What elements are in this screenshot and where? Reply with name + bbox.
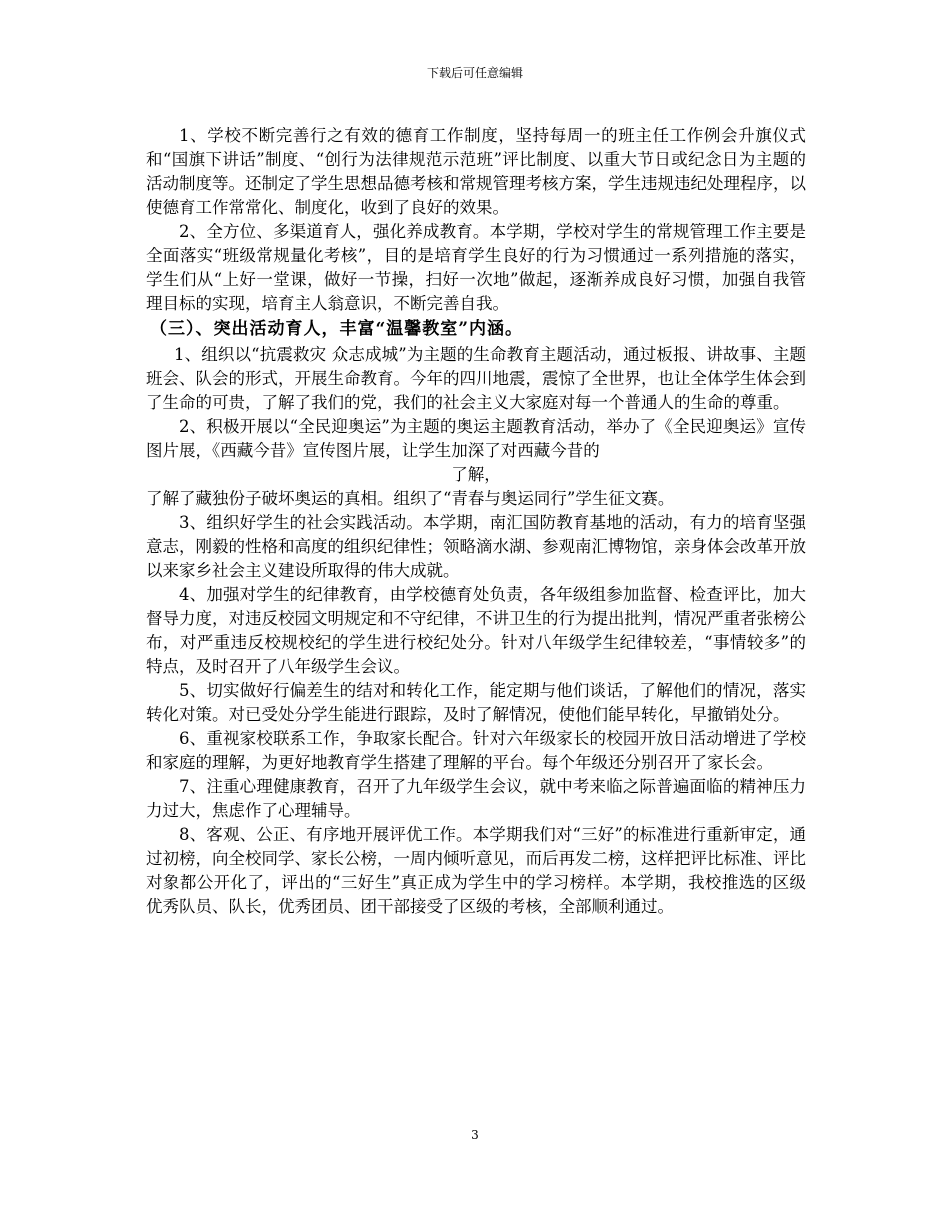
activity-paragraph-2: 2、积极开展以“全民迎奥运”为主题的奥运主题教育活动，举办了《全民迎奥运》宣传图片展，《西藏今昔》宣传图片展，让学生加深了对西藏今昔的: [146, 417, 806, 460]
paragraph-1: 1、学校不断完善行之有效的德育工作制度，坚持每周一的班主任工作例会升旗仪式和“国旗下讲话”制度、“创行为法律规范示范班”评比制度、以重大节日或纪念日为主题的活动制度等。还制定了学生思想品德考核和常规管理考核方案，学生违规违纪处理程序，以使德育工作常常化、制度化，收到了良好的效果。: [146, 126, 806, 217]
activity-paragraph-7: 7、注重心理健康教育，召开了九年级学生会议，就中考来临之际普遍面临的精神压力力过大，焦虑作了心理辅导。: [146, 777, 806, 820]
activity-paragraph-2-end: 了解了藏独份子破坏奥运的真相。组织了“青春与奥运同行”学生征文赛。: [146, 489, 675, 508]
activity-paragraph-6: 6、重视家校联系工作，争取家长配合。针对六年级家长的校园开放日活动增进了学校和家庭的理解，为更好地教育学生搭建了理解的平台。每个年级还分别召开了家长会。: [146, 729, 806, 772]
page-header-note: 下载后可任意编辑: [426, 66, 523, 80]
activity-paragraph-2-continued: 了解，: [451, 465, 501, 484]
paragraph-2: 2、全方位、多渠道育人，强化养成教育。本学期，学校对学生的常规管理工作主要是全面落实“班级常规量化考核”，目的是培育学生良好的行为习惯通过一系列措施的落实，学生们从“上好一堂课，做好一节操，扫好一次地”做起，逐渐养成良好习惯，加强自我管理目标的实现，培育主人翁意识，不断完善自我。: [146, 222, 806, 313]
activity-paragraph-5: 5、切实做好行偏差生的结对和转化工作，能定期与他们谈话，了解他们的情况，落实转化对策。对已受处分学生能进行跟踪，及时了解情况，使他们能早转化，早撤销处分。: [146, 681, 806, 724]
page-number: 3: [471, 1128, 479, 1142]
activity-paragraph-8: 8、客观、公正、有序地开展评优工作。本学期我们对“三好”的标准进行重新审定，通过初榜，向全校同学、家长公榜，一周内倾听意见，而后再发二榜，这样把评比标准、评比对象都公开化了，评出的“三好生”真正成为学生中的学习榜样。本学期，我校推选的区级优秀队员、队长，优秀团员、团干部接受了区级的考核，全部顺利通过。: [146, 825, 806, 916]
document-body: [146, 124, 806, 919]
activity-paragraph-4: 4、加强对学生的纪律教育，由学校德育处负责，各年级组参加监督、检查评比，加大督导力度，对违反校园文明规定和不守纪律，不讲卫生的行为提出批判，情况严重者张榜公布，对严重违反校规校纪的学生进行校纪处分。针对八年级学生纪律较差，“事情较多”的特点，及时召开了八年级学生会议。: [146, 585, 806, 676]
section-heading-3: （三）、突出活动育人，丰富“温馨教室”内涵。: [150, 319, 524, 339]
activity-paragraph-1: 1、组织以“抗震救灾 众志成城”为主题的生命教育主题活动，通过板报、讲故事、主题班会、队会的形式，开展生命教育。今年的四川地震，震惊了全世界，也让全体学生体会到了生命的可贵，了解了我们的党，我们的社会主义大家庭对每一个普通人的生命的尊重。: [146, 345, 806, 412]
activity-paragraph-3: 3、组织好学生的社会实践活动。本学期，南汇国防教育基地的活动，有力的培育坚强意志，刚毅的性格和高度的组织纪律性；领略滴水湖、参观南汇博物馆，亲身体会改革开放以来家乡社会主义建设所取得的伟大成就。: [146, 513, 806, 580]
